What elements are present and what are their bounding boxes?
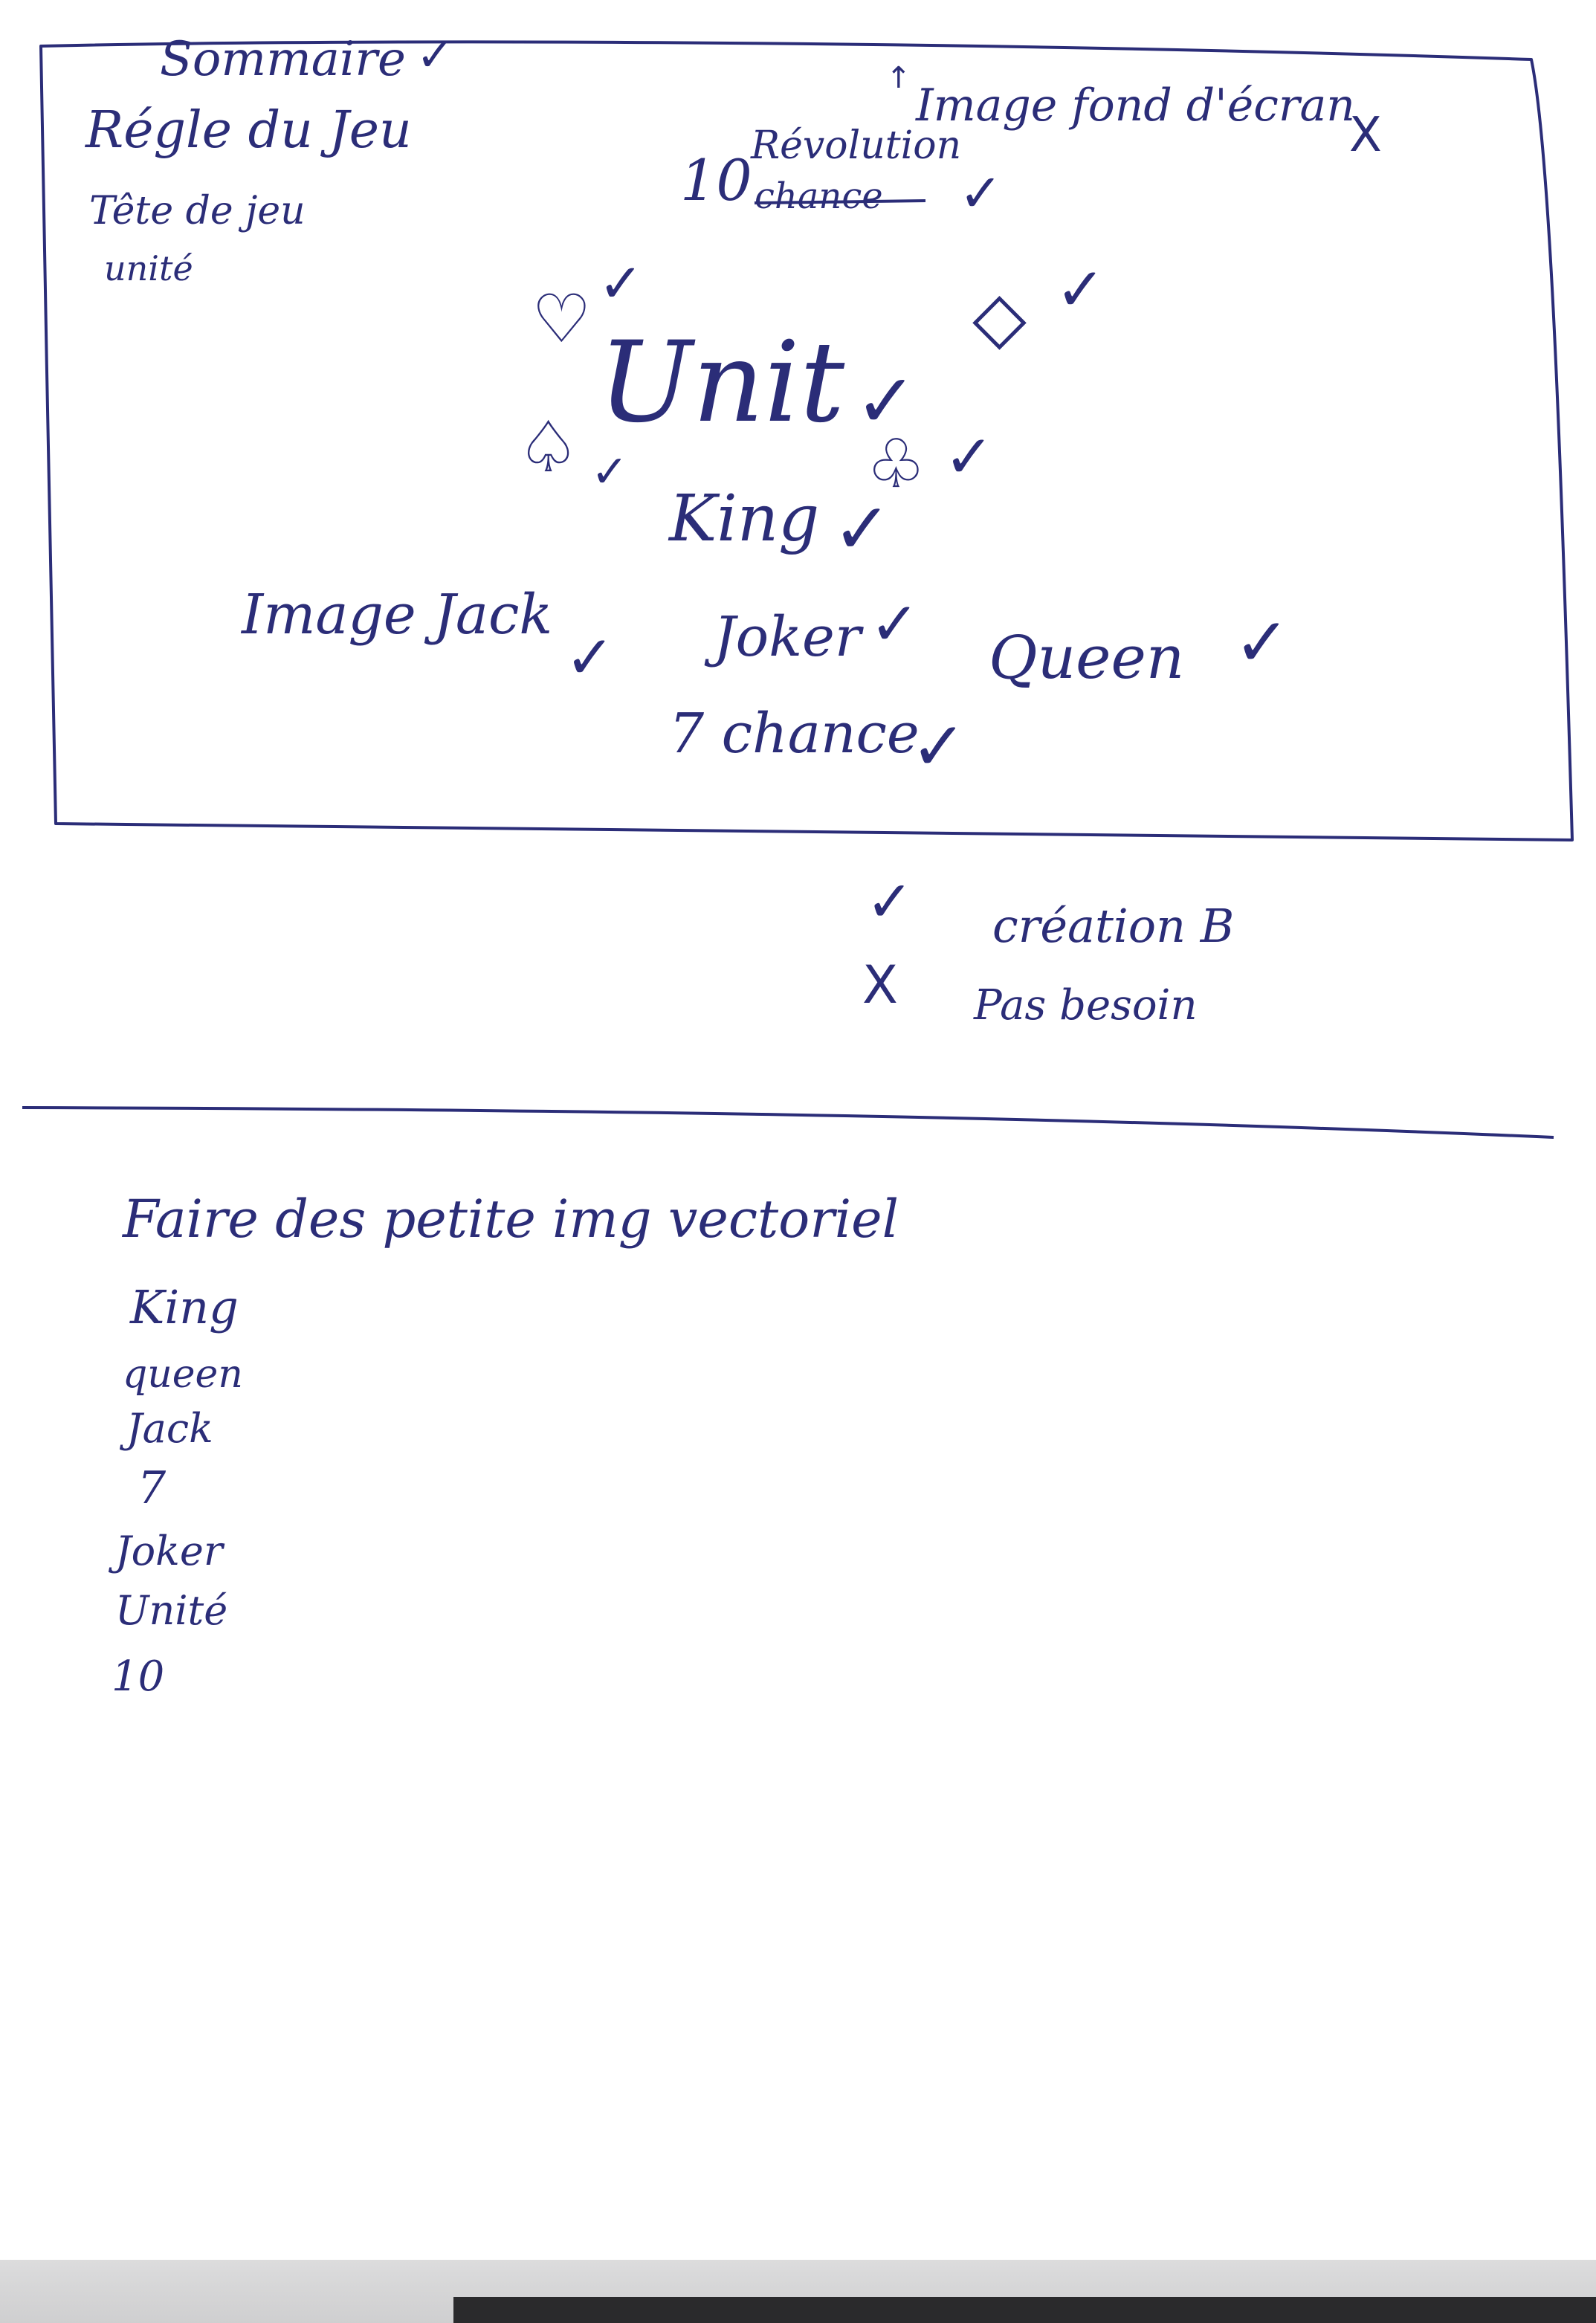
club-icon: ♧: [866, 425, 926, 503]
check-mark: ✓: [1056, 255, 1106, 324]
sommaire-label: Sommaire: [160, 32, 406, 87]
image-jack-label: Image Jack: [242, 583, 553, 647]
legend-cross-meaning: Pas besoin: [974, 981, 1198, 1030]
cross-mark: X: [1349, 108, 1382, 163]
legend-check-mark: ✓: [866, 868, 914, 934]
spade-icon: ♤: [517, 407, 581, 488]
unit-title: Unit: [598, 318, 845, 448]
check-mark: ✓: [1234, 604, 1290, 682]
todo-item: King: [130, 1280, 239, 1334]
check-mark: ✓: [833, 488, 892, 570]
check-mark: ✓: [870, 589, 920, 659]
section-divider: [22, 1108, 1554, 1137]
heart-icon: ♡: [532, 280, 592, 358]
legend-check-meaning: création B: [992, 899, 1235, 953]
check-mark: ✓: [959, 163, 1003, 224]
tete-de-jeu-label: Tête de jeu: [89, 189, 306, 233]
check-mark: ✓: [855, 358, 917, 445]
joker-label: Joker: [714, 605, 862, 669]
arrow-up-icon: ↑: [886, 61, 911, 95]
chance-struck-label: chance: [755, 175, 883, 217]
revolution-label: Révolution: [751, 123, 962, 168]
check-mark: ✓: [565, 623, 616, 692]
check-mark: ✓: [944, 422, 995, 491]
todo-item: queen: [123, 1352, 243, 1397]
legend-cross-mark: X: [862, 954, 898, 1015]
todo-item: 7: [138, 1462, 167, 1514]
check-mark: ✓: [598, 252, 644, 314]
regle-du-jeu-label: Régle du Jeu: [85, 101, 412, 160]
todo-item: Joker: [115, 1528, 223, 1574]
todo-item: Jack: [126, 1405, 213, 1452]
check-mark: ✓: [591, 446, 629, 498]
check-mark: ✓: [911, 708, 967, 786]
ten-label: 10: [680, 147, 752, 213]
unite-label: unité: [104, 248, 193, 288]
todo-item: Unité: [115, 1587, 228, 1634]
todo-item: 10: [112, 1652, 165, 1701]
king-label: King: [669, 482, 820, 556]
todo-title: Faire des petite img vectoriel: [123, 1189, 899, 1250]
image-fond-ecran-label: Image fond d'écran: [916, 80, 1355, 132]
check-mark: ✓: [416, 30, 454, 82]
diamond-icon: ◇: [972, 277, 1027, 358]
queen-label: Queen: [989, 623, 1185, 692]
seven-chance-label: 7 chance: [669, 702, 920, 766]
